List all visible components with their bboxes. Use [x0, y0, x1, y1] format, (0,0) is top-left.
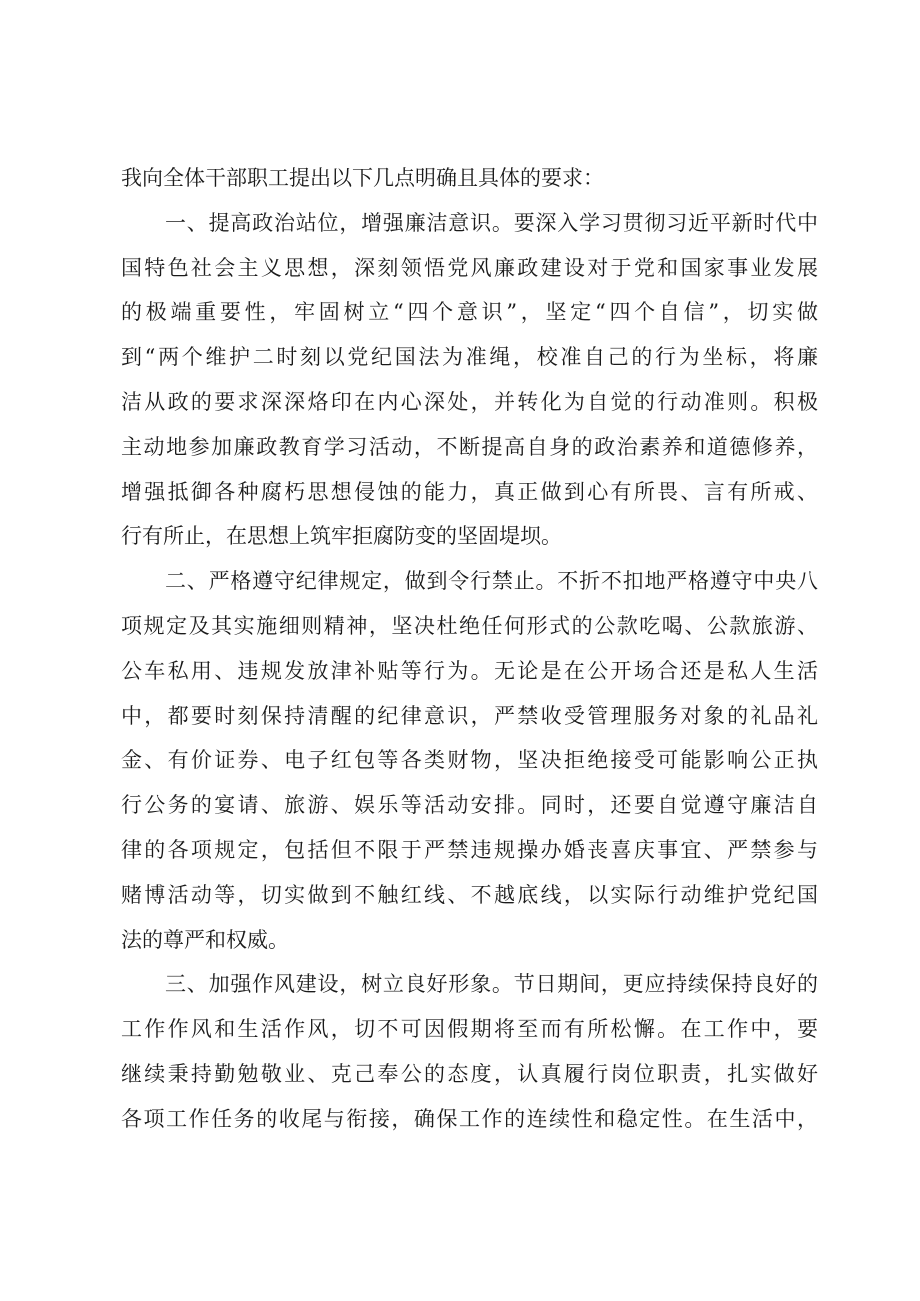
paragraph-1-first-line [121, 201, 818, 246]
paragraph-2-first-line [121, 559, 818, 604]
paragraph-1-line: 的极端重要性，牢固树立“四个意识”，坚定“四个自信”，切实做 [121, 300, 818, 325]
paragraph-3-first-line [121, 962, 818, 1007]
paragraph-1-line: 主动地参加廉政教育学习活动，不断提高自身的政治素养和道德修养， [121, 434, 818, 459]
paragraph-3-line: 工作作风和生活作风，切不可因假期将至而有所松懈。在工作中，要 [121, 1017, 818, 1042]
paragraph-3-line: 各项工作任务的收尾与衔接，确保工作的连续性和稳定性。在生活中， [121, 1106, 818, 1131]
paragraph-2-heading: 二、严格遵守纪律规定，做到令行禁止。 [165, 569, 558, 594]
document-body [121, 156, 818, 1142]
paragraph-2-line: 项规定及其实施细则精神，坚决杜绝任何形式的公款吃喝、公款旅游、 [121, 613, 818, 638]
paragraph-2-line: 中，都要时刻保持清醒的纪律意识，严禁收受管理服务对象的礼品礼 [121, 703, 818, 728]
paragraph-2-line: 行公务的宴请、旅游、娱乐等活动安排。同时，还要自觉遵守廉洁自 [121, 793, 818, 818]
paragraph-3-heading: 三、加强作风建设，树立良好形象。 [165, 972, 514, 997]
paragraph-2-line: 法的尊严和权威。 [121, 927, 289, 952]
paragraph-2-line: 律的各项规定，包括但不限于严禁违规操办婚丧喜庆事宜、严禁参与 [121, 837, 818, 862]
paragraph-3-line: 继续秉持勤勉敬业、克己奉公的态度，认真履行岗位职责，扎实做好 [121, 1061, 818, 1086]
paragraph-1-line: 行有所止，在思想上筑牢拒腐防变的坚固堤坝。 [121, 524, 562, 549]
paragraph-3-text: 节日期间，更应持续保持良好的 [513, 972, 819, 997]
paragraph-1-line: 增强抵御各种腐朽思想侵蚀的能力，真正做到心有所畏、言有所戒、 [121, 479, 818, 504]
paragraph-1-heading: 一、提高政治站位，增强廉洁意识。 [165, 210, 514, 235]
paragraph-1-line: 到“两个维护二时刻以党纪国法为准绳，校准自己的行为坐标，将廉 [121, 345, 818, 370]
paragraph-2-line: 公车私用、违规发放津补贴等行为。无论是在公开场合还是私人生活 [121, 658, 818, 683]
paragraph-1-line: 洁从政的要求深深烙印在内心深处，并转化为自觉的行动准则。积极 [121, 389, 818, 414]
paragraph-2-line: 金、有价证券、电子红包等各类财物，坚决拒绝接受可能影响公正执 [121, 748, 818, 773]
paragraph-2-text: 不折不扣地严格遵守中央八 [557, 569, 819, 594]
paragraph-2-line: 赌博活动等，切实做到不触红线、不越底线，以实际行动维护党纪国 [121, 882, 818, 907]
paragraph-1-line: 国特色社会主义思想，深刻领悟党风廉政建设对于党和国家事业发展 [121, 255, 818, 280]
intro-line: 我向全体干部职工提出以下几点明确且具体的要求： [121, 166, 604, 190]
paragraph-1-text: 要深入学习贯彻习近平新时代中 [513, 210, 819, 235]
